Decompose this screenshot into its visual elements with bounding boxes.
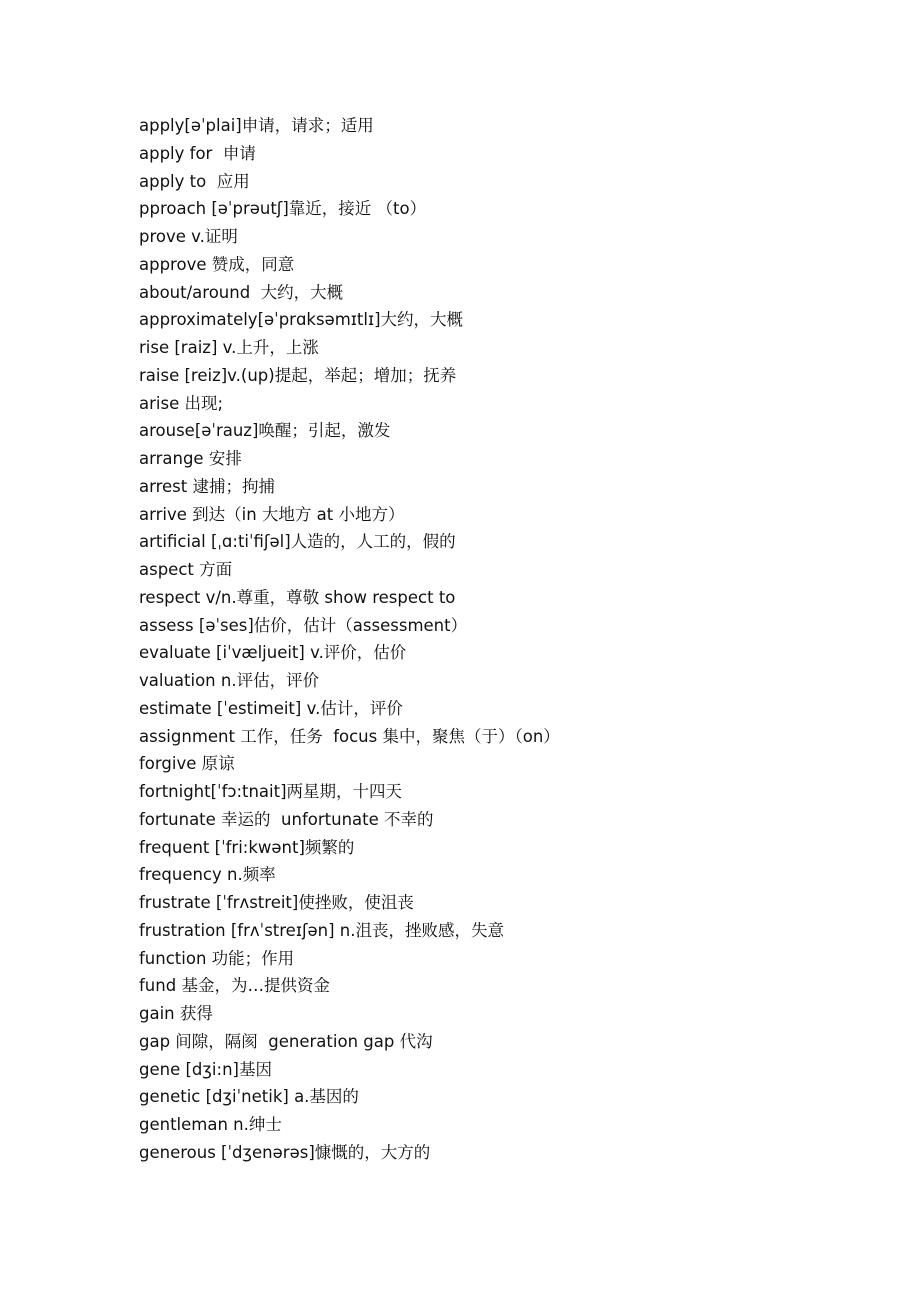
vocab-entry-estimate: estimate [ˈestimeit] v.估计，评价 [139, 698, 403, 718]
vocab-entry-prove: prove v.证明 [139, 227, 238, 246]
vocab-entry-gap: gap 间隙，隔阂 generation gap 代沟 [139, 1031, 433, 1051]
vocab-entry-assignment-focus: assignment 工作，任务 focus 集中，聚焦（于）（on） [139, 726, 560, 746]
vocab-entry-about-around: about/around 大约，大概 [139, 282, 344, 302]
vocab-entry-respect: respect v/n.尊重，尊敬 show respect to [139, 587, 456, 607]
vocab-entry-apply-to: apply to 应用 [139, 171, 250, 191]
vocab-entry-approach: pproach [əˈprəutʃ]靠近，接近 （to） [139, 199, 427, 219]
vocab-entry-fortunate: fortunate 幸运的 unfortunate 不幸的 [139, 809, 434, 829]
vocab-entry-fortnight: fortnight[ˈfɔ:tnait]两星期，十四天 [139, 782, 403, 801]
vocab-entry-frustration: frustration [frʌˈstreɪʃən] n.沮丧，挫败感，失意 [139, 920, 504, 940]
vocab-entry-arrive: arrive 到达（in 大地方 at 小地方） [139, 504, 405, 524]
vocab-entry-evaluate: evaluate [iˈvæljueit] v.评价，估价 [139, 643, 407, 663]
vocab-entry-approximately: approximately[əˈprɑksəmɪtlɪ]大约，大概 [139, 310, 464, 330]
vocab-entry-gain: gain 获得 [139, 1004, 213, 1023]
vocab-entry-arouse: arouse[əˈrauz]唤醒；引起，激发 [139, 421, 391, 441]
vocab-entry-gene: gene [dʒi:n]基因 [139, 1059, 272, 1079]
vocab-entry-fund: fund 基金，为…提供资金 [139, 976, 330, 996]
vocab-entry-rise: rise [raiz] v.上升，上涨 [139, 338, 319, 357]
vocab-entry-apply-for: apply for 申请 [139, 143, 256, 163]
vocab-entry-arise: arise 出现; [139, 393, 224, 413]
vocab-entry-frequency: frequency n.频率 [139, 865, 276, 885]
vocab-entry-arrest: arrest 逮捕；拘捕 [139, 476, 275, 496]
vocabulary-list [139, 112, 859, 1167]
vocab-entry-frustrate: frustrate [ˈfrʌstreit]使挫败，使沮丧 [139, 893, 414, 912]
vocab-entry-artificial: artificial [ˌɑ:tiˈfiʃəl]人造的，人工的，假的 [139, 532, 456, 552]
vocab-entry-assess: assess [əˈses]估价，估计（assessment） [139, 615, 468, 635]
vocab-entry-generous: generous [ˈdʒenərəs]慷慨的，大方的 [139, 1142, 431, 1162]
vocab-entry-function: function 功能；作用 [139, 948, 295, 968]
vocab-entry-gentleman: gentleman n.绅士 [139, 1115, 282, 1134]
vocab-entry-raise: raise [reiz]v.(up)提起，举起；增加；抚养 [139, 365, 457, 385]
vocab-entry-valuation: valuation n.评估，评价 [139, 671, 320, 690]
vocab-entry-genetic: genetic [dʒiˈnetik] a.基因的 [139, 1087, 359, 1107]
vocab-entry-arrange: arrange 安排 [139, 449, 242, 468]
vocab-entry-aspect: aspect 方面 [139, 560, 233, 579]
vocab-entry-forgive: forgive 原谅 [139, 754, 235, 774]
vocab-entry-approve: approve 赞成，同意 [139, 254, 295, 274]
vocab-entry-frequent: frequent [ˈfri:kwənt]频繁的 [139, 837, 355, 857]
vocab-entry-apply: apply[əˈplai]申请，请求；适用 [139, 116, 374, 135]
